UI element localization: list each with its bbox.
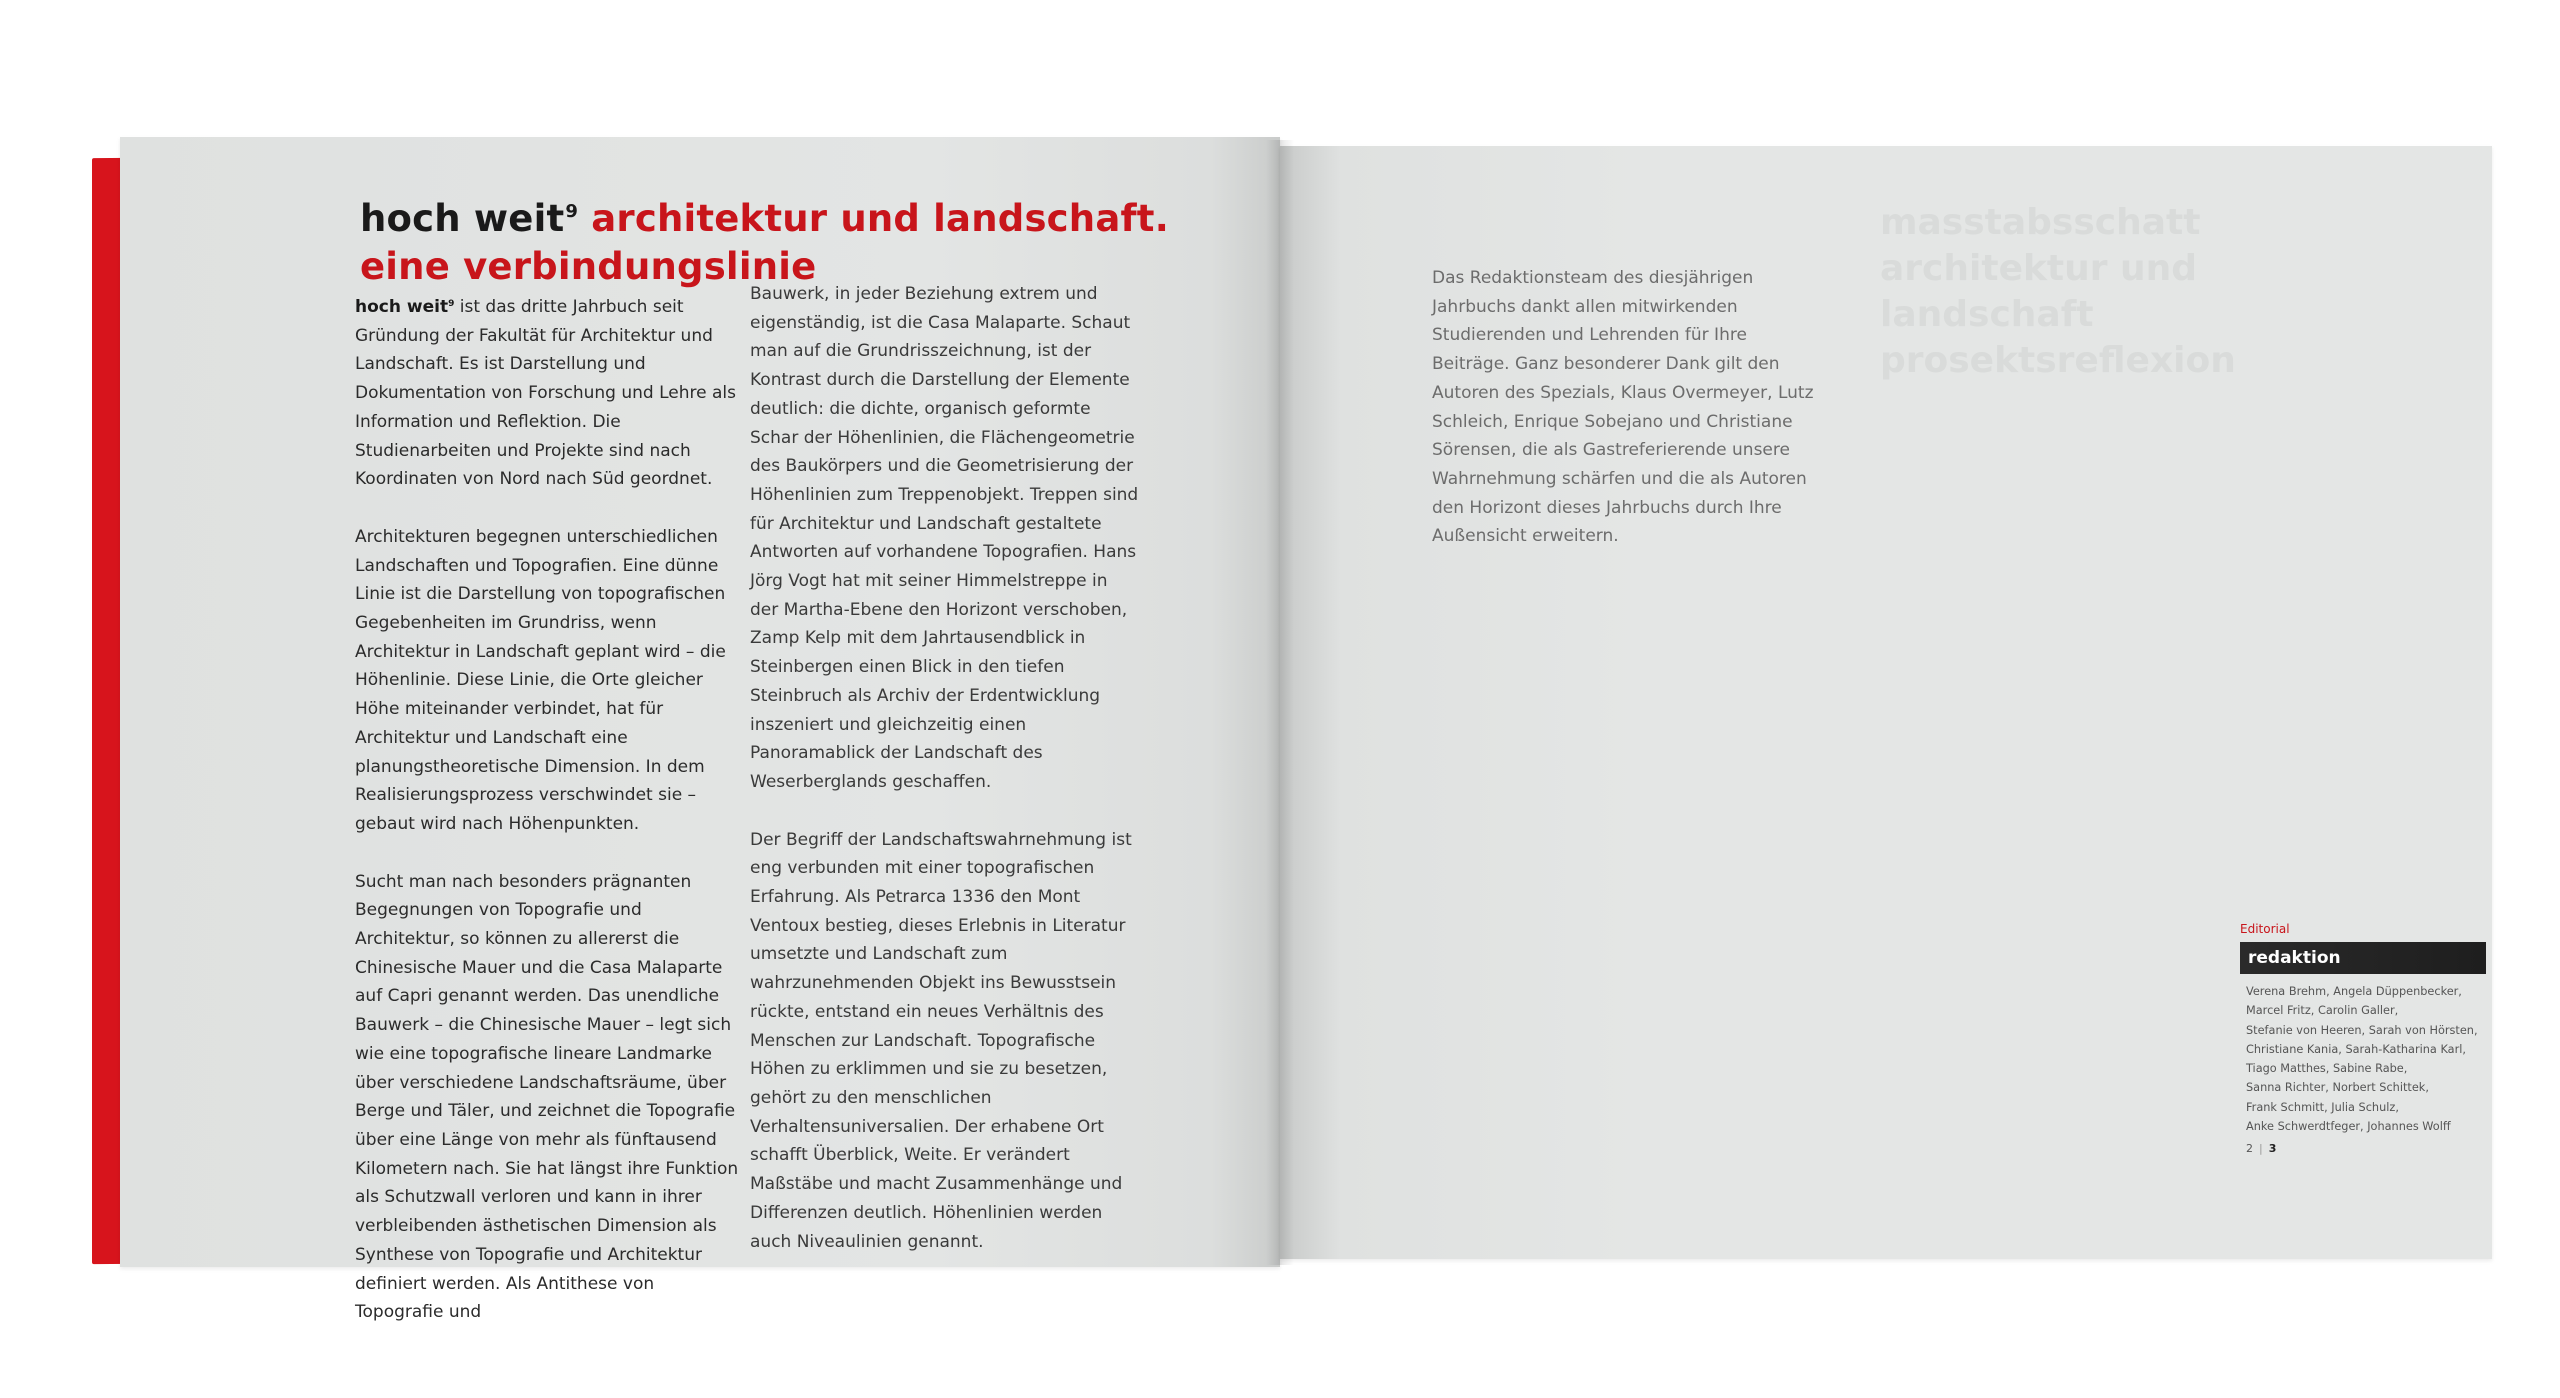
paragraph: Sucht man nach besonders prägnanten Begegnungen von Topografie und Architektur, so können zu allererst die Chinesische Mauer und die Casa Malaparte auf Capri genannt werden. Das unendliche Bauwerk – die Chinesische Mauer – legt sich wie eine topografische lineare Landmarke über verschiedene Landschaftsräume, über Berge und Täler, und zeichnet die Topografie über eine Länge von mehr als fünftausend Kilometern nach. Sie hat längst ihre Funktion als Schutzwall verloren und kann in ihrer verbleibenden ästhetischen Dimension als Synthese von Topografie und Architektur definiert werden. Als Antithese von Topografie und (355, 871, 739, 1323)
paragraph: Das Redaktionsteam des diesjährigen Jahrbuchs dankt allen mitwirkenden Studierenden und Lehrenden für Ihre Beiträge. Ganz besonderer Dank gilt den Autoren des Spezials, Klaus Overmeyer, Lutz Schleich, Enrique Sobejano und Christiane Sörensen, die als Gastreferierende unsere Wahrnehmung schärfen und die als Autoren den Horizont dieses Jahrbuchs durch Ihre Außensicht erweitern. (1432, 268, 1814, 547)
headline-line2: eine verbindungslinie (360, 245, 817, 288)
paragraph: Bauwerk, in jeder Beziehung extrem und eigenständig, ist die Casa Malaparte. Schaut man auf die Grundrisszeichnung, ist der Kontrast durch die Darstellung der Elemente deutlich: die dichte, organisch geformte Schar der Höhenlinien, die Flächengeometrie des Baukörpers und die Geometrisierung der Höhenlinien zum Treppenobjekt. Treppen sind für Architektur und Landschaft gestaltete Antworten auf vorhandene Topografien. Hans Jörg Vogt hat mit seiner Himmelstreppe in der Martha-Ebene den Horizont verschoben, Zamp Kelp mit dem Jahrtausendblick in Steinbergen einen Blick in den tiefen Steinbruch als Archiv der Erdentwicklung inszeniert und gleichzeitig einen Panoramablick der Landschaft des Weserberglands geschaffen. (750, 284, 1139, 792)
thanks-text (1432, 264, 1822, 580)
headline-brand: hoch weit$^9$ (360, 197, 579, 240)
name-line: Tiago Matthes, Sabine Rabe, (2246, 1062, 2408, 1076)
page-number-left: 2 (2246, 1142, 2253, 1156)
name-line: Sanna Richter, Norbert Schittek, (2246, 1081, 2429, 1095)
name-line: Verena Brehm, Angela Düppenbecker, (2246, 985, 2462, 998)
page-headline (360, 188, 1260, 291)
show-through-heading: masstabsschatt architektur und landschaft prosektsreflexion (1880, 202, 2236, 381)
paragraph: hoch weit$^9$ ist das dritte Jahrbuch seit Gründung der Fakultät für Architektur und Landschaft. Es ist Darstellung und Dokumentation von Forschung und Lehre als Information und Reflektion. Die Studienarbeiten und Projekte sind nach Koordinaten von Nord nach Süd geordnet. (355, 297, 736, 490)
page-number-right: 3 (2268, 1142, 2277, 1156)
name-line: Marcel Fritz, Carolin Galler, (2246, 1004, 2399, 1018)
paragraph: Architekturen begegnen unterschiedlichen Landschaften und Topografien. Eine dünne Linie ist die Darstellung von topografischen Gegebenheiten im Grundriss, wenn Architektur in Landschaft geplant wird – die Höhenlinie. Diese Linie, die Orte gleicher Höhe miteinander verbindet, hat für Architektur und Landschaft eine planungstheoretische Dimension. In dem Realisierungsprozess verschwindet sie – gebaut wird nach Höhenpunkten. (355, 526, 726, 834)
editorial-sidebar (2240, 922, 2486, 1155)
headline-line1: architektur und landschaft. (591, 197, 1169, 240)
text-column-1 (355, 290, 745, 1356)
page-numbers (2240, 1142, 2486, 1155)
editor-names (2240, 982, 2486, 1136)
name-line: Christiane Kania, Sarah-Katharina Karl, (2246, 1042, 2466, 1056)
book-gutter (1266, 140, 1294, 1265)
name-line: Stefanie von Heeren, Sarah von Hörsten, (2246, 1023, 2478, 1037)
paragraph: Der Begriff der Landschaftswahrnehmung ist eng verbunden mit einer topografischen Erfahrung. Als Petrarca 1336 den Mont Ventoux bestieg, dieses Erlebnis in Literatur umsetzte und Landschaft zum wahrzunehmenden Objekt ins Bewusstsein rückte, entstand ein neues Verhältnis des Menschen zur Landschaft. Topografische Höhen zu erklimmen und sie zu besetzen, gehört zu den menschlichen Verhaltensuniversalien. Der erhabene Ort schafft Überblick, Weite. Er verändert Maßstäbe und macht Zusammenhänge und Differenzen deutlich. Höhenlinien werden auch Niveaulinien genannt. (750, 829, 1132, 1252)
sidebar-title: redaktion (2240, 942, 2486, 974)
text-column-2 (750, 280, 1140, 1285)
name-line: Anke Schwerdtfeger, Johannes Wolff (2246, 1120, 2451, 1134)
page-number-separator: | (2259, 1142, 2263, 1156)
name-line: Frank Schmitt, Julia Schulz, (2246, 1100, 2399, 1114)
inline-brand: hoch weit$^9$ (355, 297, 455, 317)
section-label: Editorial (2240, 922, 2290, 936)
